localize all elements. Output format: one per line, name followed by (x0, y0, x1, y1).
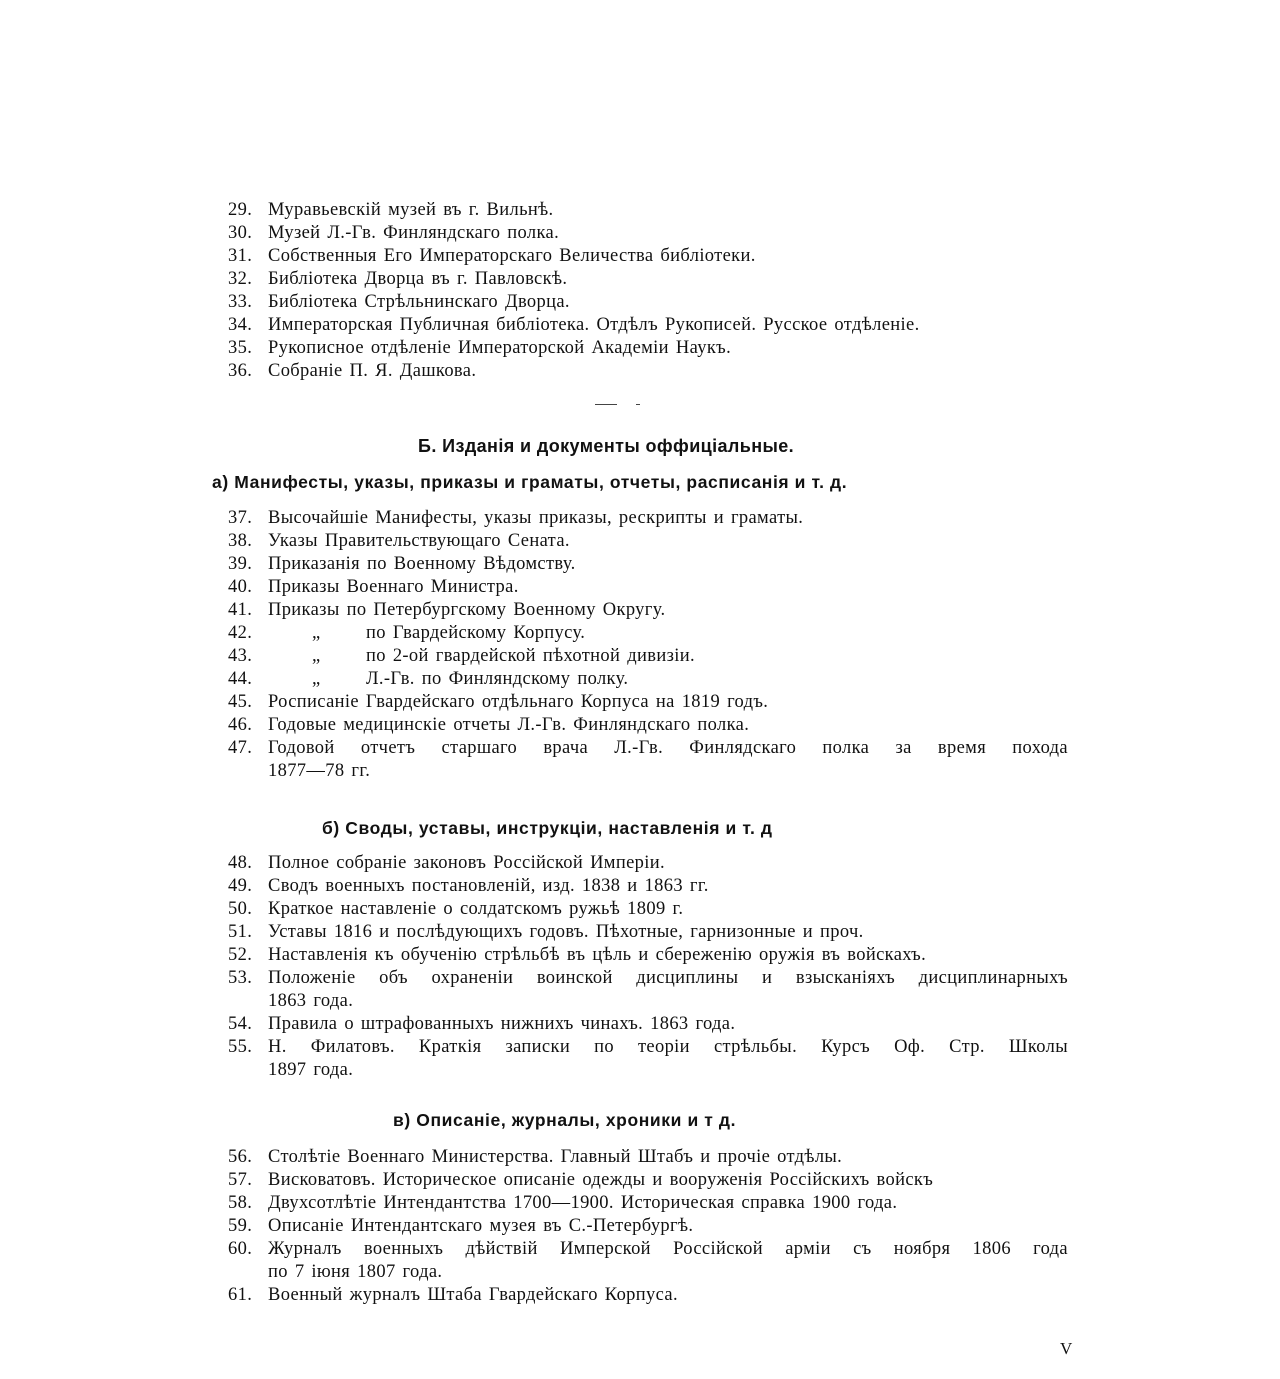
item-text-line: Библіотека Дворца въ г. Павловскѣ. (268, 269, 568, 289)
section-divider-dot (636, 404, 640, 405)
item-number: 33. (228, 292, 253, 312)
item-text-line (268, 645, 1070, 668)
list-item (228, 199, 1070, 222)
item-number: 52. (228, 945, 253, 965)
item-text-line: Приказы по Петербургскому Военному Округу. (268, 600, 666, 620)
item-text-line: Приказанія по Военному Вѣдомству. (268, 554, 576, 574)
page-number: V (1060, 1339, 1073, 1358)
item-number: 51. (228, 922, 253, 942)
item-text-line: Императорская Публичная библіотека. Отдѣлъ Рукописей. Русское отдѣленіе. (268, 315, 920, 335)
item-text-line: Краткое наставленіе о солдатскомъ ружьѣ 1809 г. (268, 899, 684, 919)
list-item (228, 530, 1070, 553)
item-text-line: Указы Правительствующаго Сената. (268, 531, 570, 551)
item-number: 30. (228, 223, 253, 243)
item-text-line: Музей Л.-Гв. Финляндскаго полка. (268, 223, 560, 243)
item-text-line: Военный журналъ Штаба Гвардейскаго Корпуса. (268, 1285, 678, 1305)
item-number: 47. (228, 738, 253, 758)
ditto-mark: „ (312, 623, 321, 643)
item-text-line: Н. Филатовъ. Краткія записки по теоріи стрѣльбы. Курсъ Оф. Стр. Школы (268, 1037, 1068, 1057)
item-number: 31. (228, 246, 253, 266)
item-number: 35. (228, 338, 253, 358)
list-item (228, 737, 1070, 783)
list-item (228, 222, 1070, 245)
list-item (228, 1192, 1070, 1215)
item-text-line: Муравьевскій музей въ г. Вильнѣ. (268, 200, 554, 220)
item-text-line: Библіотека Стрѣльнинскаго Дворца. (268, 292, 570, 312)
item-text-line: Положеніе объ охраненіи воинской дисциплины и взысканіяхъ дисциплинарныхъ (268, 968, 1068, 988)
list-codes (228, 852, 1070, 1082)
list-item (228, 245, 1070, 268)
item-text: по 2-ой гвардейской пѣхотной дивизіи. (366, 646, 695, 666)
list-item (228, 1169, 1070, 1192)
item-number: 53. (228, 968, 253, 988)
item-number: 55. (228, 1037, 253, 1057)
item-text-line: Столѣтіе Военнаго Министерства. Главный Штабъ и прочіе отдѣлы. (268, 1147, 843, 1167)
list-item (228, 360, 1070, 383)
item-text-line: Высочайшіе Манифесты, указы приказы, рескрипты и граматы. (268, 508, 804, 528)
item-text-line: Наставленія къ обученію стрѣльбѣ въ цѣль и сбереженію оружія въ войскахъ. (268, 945, 927, 965)
section-divider (595, 404, 617, 405)
subsection-c-heading: в) Описаніе, журналы, хроники и т д. (393, 1110, 737, 1130)
item-number: 59. (228, 1216, 253, 1236)
list-descriptions (228, 1146, 1070, 1307)
item-text-line: Собраніе П. Я. Дашкова. (268, 361, 477, 381)
item-text-continuation: 1897 года. (268, 1060, 354, 1080)
item-number: 60. (228, 1239, 253, 1259)
list-manifests (228, 507, 1070, 783)
item-text-line: Полное собраніе законовъ Россійской Имперіи. (268, 853, 665, 873)
item-number: 41. (228, 600, 253, 620)
item-number: 39. (228, 554, 253, 574)
item-number: 34. (228, 315, 253, 335)
item-number: 38. (228, 531, 253, 551)
item-number: 43. (228, 646, 253, 666)
list-item (228, 875, 1070, 898)
item-text-line (268, 622, 1070, 645)
list-item (228, 291, 1070, 314)
item-number: 37. (228, 508, 253, 528)
list-item (228, 645, 1070, 668)
item-number: 42. (228, 623, 253, 643)
item-number: 48. (228, 853, 253, 873)
list-item (228, 1146, 1070, 1169)
list-item (228, 599, 1070, 622)
item-text-continuation: 1863 года. (268, 991, 354, 1011)
item-text-line: Уставы 1816 и послѣдующихъ годовъ. Пѣхотные, гарнизонные и проч. (268, 922, 864, 942)
list-item (228, 714, 1070, 737)
item-text-line: Рукописное отдѣленіе Императорской Академіи Наукъ. (268, 338, 732, 358)
item-number: 57. (228, 1170, 253, 1190)
item-number: 46. (228, 715, 253, 735)
list-item (228, 1215, 1070, 1238)
list-item (228, 1036, 1070, 1082)
subsection-a-heading: а) Манифесты, указы, приказы и граматы, отчеты, расписанія и т. д. (212, 472, 848, 492)
item-text: Л.-Гв. по Финляндскому полку. (366, 669, 629, 689)
item-number: 56. (228, 1147, 253, 1167)
ditto-mark: „ (312, 646, 321, 666)
list-item (228, 314, 1070, 337)
section-b-heading: Б. Изданія и документы оффиціальные. (418, 436, 795, 456)
list-item (228, 921, 1070, 944)
list-item (228, 1284, 1070, 1307)
item-number: 45. (228, 692, 253, 712)
item-number: 61. (228, 1285, 253, 1305)
item-text-line: Сводъ военныхъ постановленій, изд. 1838 и 1863 гг. (268, 876, 709, 896)
list-item (228, 337, 1070, 360)
item-text-line: Росписаніе Гвардейскаго отдѣльнаго Корпуса на 1819 годъ. (268, 692, 769, 712)
item-text-line (268, 668, 1070, 691)
item-text-line: Правила о штрафованныхъ нижнихъ чинахъ. 1863 года. (268, 1014, 736, 1034)
item-text-line: Журналъ военныхъ дѣйствій Имперской Россійской арміи съ ноября 1806 года (268, 1239, 1068, 1259)
item-text: по Гвардейскому Корпусу. (366, 623, 586, 643)
subsection-b-heading: б) Своды, уставы, инструкціи, наставленія и т. д (322, 818, 773, 838)
list-item (228, 898, 1070, 921)
item-text-line: Висковатовъ. Историческое описаніе одежды и вооруженія Россійскихъ войскъ (268, 1170, 934, 1190)
item-text-continuation: по 7 іюня 1807 года. (268, 1262, 443, 1282)
list-item (228, 553, 1070, 576)
item-number: 32. (228, 269, 253, 289)
list-item (228, 691, 1070, 714)
list-item (228, 268, 1070, 291)
item-text-line: Описаніе Интендантскаго музея въ С.-Петербургѣ. (268, 1216, 694, 1236)
item-text-line: Годовые медицинскіе отчеты Л.-Гв. Финляндскаго полка. (268, 715, 750, 735)
list-item (228, 1238, 1070, 1284)
item-number: 50. (228, 899, 253, 919)
item-number: 29. (228, 200, 253, 220)
list-item (228, 622, 1070, 645)
item-text-line: Двухсотлѣтіе Интендантства 1700—1900. Историческая справка 1900 года. (268, 1193, 898, 1213)
list-item (228, 668, 1070, 691)
item-number: 54. (228, 1014, 253, 1034)
item-text-line: Собственныя Его Императорскаго Величества библіотеки. (268, 246, 756, 266)
list-item (228, 1013, 1070, 1036)
list-libraries (228, 199, 1070, 383)
list-item (228, 507, 1070, 530)
item-number: 40. (228, 577, 253, 597)
item-text-continuation: 1877—78 гг. (268, 761, 371, 781)
list-item (228, 944, 1070, 967)
item-text-line: Годовой отчетъ старшаго врача Л.-Гв. Финлядскаго полка за время похода (268, 738, 1068, 758)
list-item (228, 576, 1070, 599)
item-text-line: Приказы Военнаго Министра. (268, 577, 519, 597)
ditto-mark: „ (312, 669, 321, 689)
item-number: 58. (228, 1193, 253, 1213)
item-number: 36. (228, 361, 253, 381)
item-number: 49. (228, 876, 253, 896)
list-item (228, 852, 1070, 875)
item-number: 44. (228, 669, 253, 689)
list-item (228, 967, 1070, 1013)
